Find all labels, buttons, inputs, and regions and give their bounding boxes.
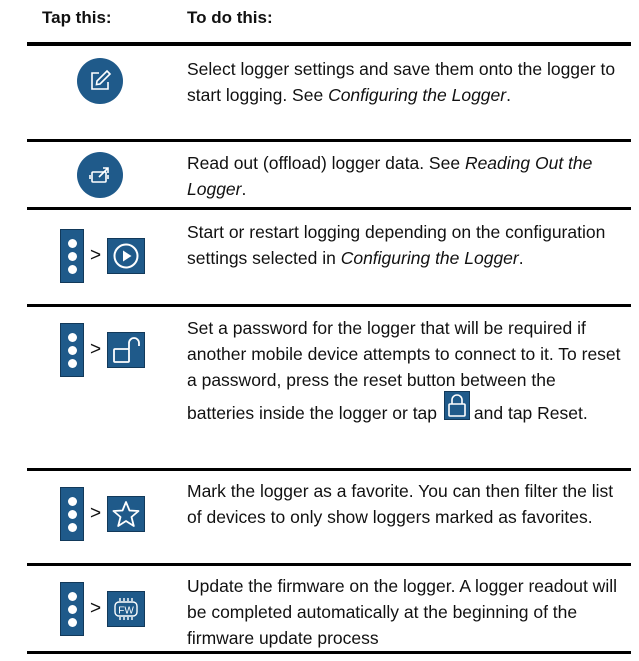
then-arrow: > — [90, 598, 102, 619]
then-arrow: > — [90, 245, 102, 266]
readout-offload-icon[interactable] — [77, 152, 123, 198]
more-menu-icon[interactable] — [60, 582, 84, 636]
lock-icon[interactable] — [444, 391, 470, 420]
header-rule — [27, 42, 631, 46]
firmware-update-icon[interactable] — [107, 591, 145, 627]
fw-label: FW — [118, 605, 134, 617]
more-menu-icon[interactable] — [60, 323, 84, 377]
row-rule — [27, 651, 631, 654]
unlock-icon[interactable] — [107, 332, 145, 368]
configure-pencil-icon[interactable] — [77, 58, 123, 104]
table-header-do: To do this: — [187, 8, 273, 27]
row-rule — [27, 304, 631, 307]
then-arrow: > — [90, 339, 102, 360]
row-rule — [27, 468, 631, 471]
more-menu-icon[interactable] — [60, 487, 84, 541]
row-rule — [27, 563, 631, 566]
link-configuring-the-logger[interactable]: Configuring the Logger — [340, 248, 519, 268]
then-arrow: > — [90, 503, 102, 524]
row-rule — [27, 139, 631, 142]
table-header-tap: Tap this: — [42, 8, 112, 27]
more-menu-icon[interactable] — [60, 229, 84, 283]
play-icon[interactable] — [107, 238, 145, 274]
link-configuring-the-logger[interactable]: Configuring the Logger — [328, 85, 507, 105]
link-reading-out-the-logger[interactable]: Reading Out the Logger — [187, 153, 593, 199]
row-rule — [27, 207, 631, 210]
star-favorite-icon[interactable] — [107, 496, 145, 532]
